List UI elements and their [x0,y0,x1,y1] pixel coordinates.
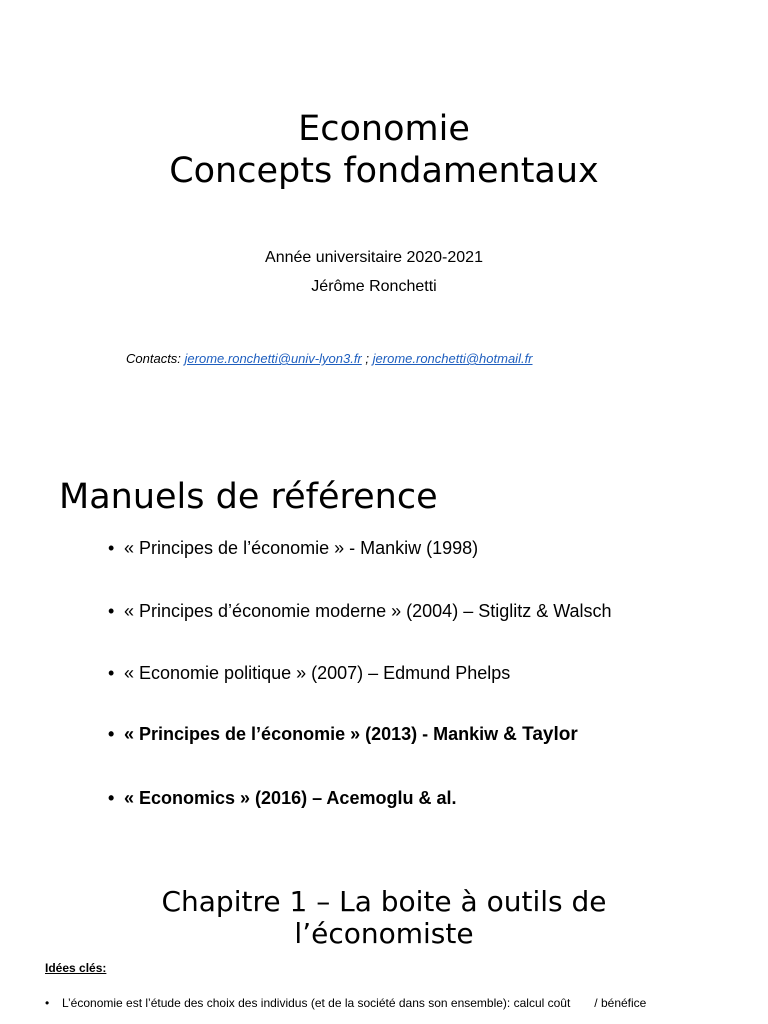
reference-item [108,722,578,747]
bullet-icon: • [108,601,115,621]
chapter-title-line-2: l’économiste [294,917,474,950]
contacts-separator: ; [365,351,370,366]
chapter-title-line-1: Chapitre 1 – La boite à outils de [161,885,607,918]
email-link-univ[interactable]: jerome.ronchetti@univ-lyon3.fr [184,351,362,366]
bullet-icon: • [108,663,115,683]
reference-text: « Principes de l’économie » - Mankiw (1998) [124,538,479,558]
reference-text: « Economie politique » (2007) – Edmund Phelps [124,663,511,683]
academic-year: Année universitaire 2020-2021 [265,249,483,266]
slide-title-line-2: Concepts fondamentaux [169,151,599,191]
bullet-icon: • [108,538,115,558]
key-idea-item [45,995,646,1011]
reference-text: « Economics » (2016) – Acemoglu & al. [124,788,457,808]
references-heading: Manuels de référence [59,477,438,517]
reference-item [108,661,510,685]
bullet-icon: • [108,788,115,808]
bullet-icon: • [45,996,50,1010]
reference-item [108,536,478,560]
reference-item [108,786,456,810]
key-idea-text: L’économie est l’étude des choix des individus (et de la société dans son ensemble): calcul coût [62,996,571,1010]
reference-text-emphasis: & Taylor [503,724,578,745]
email-link-hotmail[interactable]: jerome.ronchetti@hotmail.fr [372,351,533,366]
key-ideas-label: Idées clés: [45,961,107,975]
reference-text: « Principes d’économie moderne » (2004) – Stiglitz & Walsch [124,601,612,621]
contacts [126,350,533,368]
reference-item [108,599,612,623]
reference-text: « Principes de l’économie » (2013) - Mankiw [124,724,499,744]
contacts-label: Contacts: [126,351,181,366]
key-idea-text-end: / bénéfice [594,996,647,1010]
author-name: Jérôme Ronchetti [311,278,437,295]
slide-title-line-1: Economie [298,109,470,149]
bullet-icon: • [108,724,115,744]
